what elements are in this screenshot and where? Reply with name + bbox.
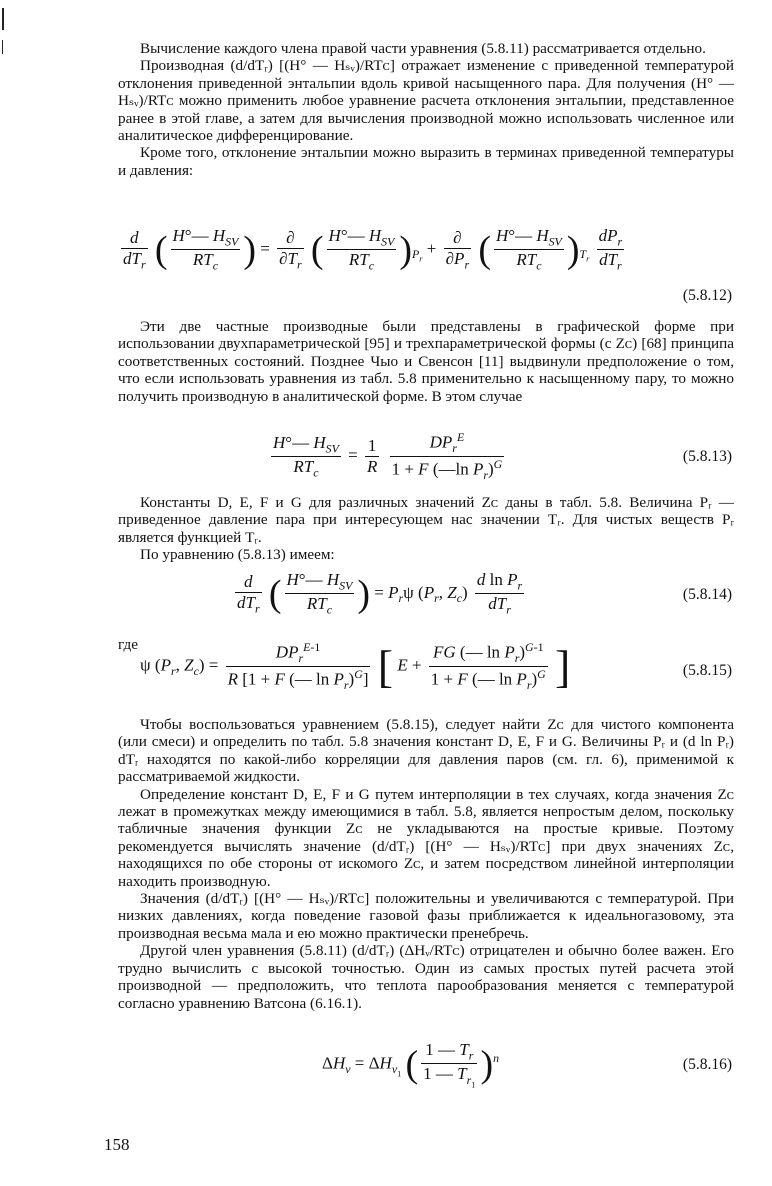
paragraph: Значения (d/dTᵣ) [(H° — Hₛᵥ)/RTᴄ] положительны и увеличиваются с температурой. При низких давлениях, когда поведение газовой фазы приближается к идеальногазовому, эта производная весьма мала и ею можно практически пренебречь. bbox=[118, 890, 734, 942]
margin-mark bbox=[2, 40, 3, 54]
equation-number: (5.8.12) bbox=[682, 287, 732, 304]
text-block-3 bbox=[118, 494, 734, 564]
paragraph: Производная (d/dTᵣ) [(H° — Hₛᵥ)/RTᴄ] отражает изменение с приведенной температурой отклонения приведенной энтальпии вдоль кривой насыщенного пара. Для получения (H° — Hₛᵥ)/RTᴄ можно применить любое уравнение расчета отклонения энтальпии, представленное ранее в этой главе, а затем для вычисления производной можно использовать численное или аналитическое дифференцирование. bbox=[118, 57, 734, 145]
margin-mark bbox=[2, 8, 4, 30]
equation-5-8-13: $\frac{H^\circ— H_{SV}}{RT_c}$ = $\frac{1}{R}$ $\frac{DP_r^E}{1 + F (—\ln P_r)^G}$ bbox=[273, 430, 503, 483]
paragraph: Вычисление каждого члена правой части уравнения (5.8.11) рассматривается отдельно. bbox=[140, 40, 706, 57]
paragraph: Определение констант D, E, F и G путем интерполяции в тех случаях, когда значения Zᴄ лежат в промежутках между имеющимися в табл. 5.8, является непростым делом, поскольку табличные значения функции Zᴄ не укладываются на простые кривые. Поэтому рекомендуется вычислять значение (d/dTᵣ) [(H° — Hₛᵥ)/RTᴄ] при двух значениях Zᴄ, находящихся по обе стороны от искомого Zᴄ, и затем посредством линейной интерполяции находить производную. bbox=[118, 785, 734, 890]
paragraph: Другой член уравнения (5.8.11) (d/dTᵣ) (ΔHᵥ/RTᴄ) отрицателен и обычно более важен. Его трудно вычислить с высокой точностью. Один из самых простых путей расчета этой производной — предположить, что теплота парообразования меняется с температурой согласно уравнению Ватсона (6.16.1). bbox=[118, 942, 734, 1012]
equation-5-8-12: $\frac{d}{dT_r}$ ( $\frac{H^\circ— H_{SV}}{RT_c}$ ) = $\frac{\partial}{\partial T_r}$ ( $\frac{H^\circ— H_{SV}}{RT_c}$ )$_{P_r}$ + $\frac{\partial}{\partial P_r}$ ( $\frac{H^\circ— H_{SV}}{RT_c}$ )$_{T_r}$ $\frac{dP_r}{dT_r}$ bbox=[123, 226, 623, 273]
paragraph: Эти две частные производные были представлены в графической форме при использовании двухпараметрической [95] и трехпараметрической формы (с Zᴄ) [68] принципа соответственных состояний. Позднее Чыо и Свенсон [11] выдвинули предположение о том, что если использовать уравнения из табл. 5.8 применительно к насыщенному пару, то можно получить производную в аналитической форме. В этом случае bbox=[118, 318, 734, 405]
equation-5-8-15: ψ ($P_r$, $Z_c$) = $\frac{DP_r^{E-1}}{R [1 + F (— \ln P_r)^G]}$ [ E + $\frac{FG (— \ln P_r)^{G-1}}{1 + F (— \ln P_r)^G}$ ] bbox=[140, 640, 571, 693]
text-block-5 bbox=[118, 716, 734, 1012]
page-number: 158 bbox=[104, 1135, 130, 1154]
equation-number: (5.8.13) bbox=[682, 448, 732, 465]
text-block-top bbox=[118, 40, 734, 179]
text-block-2 bbox=[118, 318, 734, 405]
equation-number: (5.8.14) bbox=[682, 586, 732, 603]
paragraph: По уравнению (5.8.13) имеем: bbox=[140, 546, 335, 564]
equation-5-8-14: $\frac{d}{dT_r}$ ( $\frac{H^\circ— H_{SV}}{RT_c}$ ) = $P_r\psi$ ($P_r$, $Z_c$) $\frac{d \ln P_r}{dT_r}$ bbox=[237, 570, 523, 617]
paragraph: Чтобы воспользоваться уравнением (5.8.15), следует найти Zᴄ для чистого компонента (или смеси) и определить по табл. 5.8 значения констант D, E, F и G. Величины Pᵣ и (d ln Pᵣ) dTᵣ находятся по какой-либо корреляции для давления паров (см. гл. 6), применимой к рассматриваемой жидкости. bbox=[118, 716, 734, 786]
equation-number: (5.8.15) bbox=[682, 662, 732, 679]
paragraph: где bbox=[118, 636, 138, 653]
paragraph: Кроме того, отклонение энтальпии можно выразить в терминах приведенной температуры и давления: bbox=[118, 144, 734, 179]
equation-number: (5.8.16) bbox=[682, 1056, 732, 1073]
paragraph: Константы D, E, F и G для различных значений Zᴄ даны в табл. 5.8. Величина Pᵣ — приведенное давление пара при интересующем нас значении Tᵣ. Для чистых веществ Pᵣ является функцией Tᵣ. bbox=[118, 494, 734, 546]
equation-5-8-16: $\Delta H_v = \Delta H_{v_1}$ ( $\frac{1 — T_r}{1 — T_{r_1}}$ )$^n$ bbox=[322, 1040, 500, 1090]
